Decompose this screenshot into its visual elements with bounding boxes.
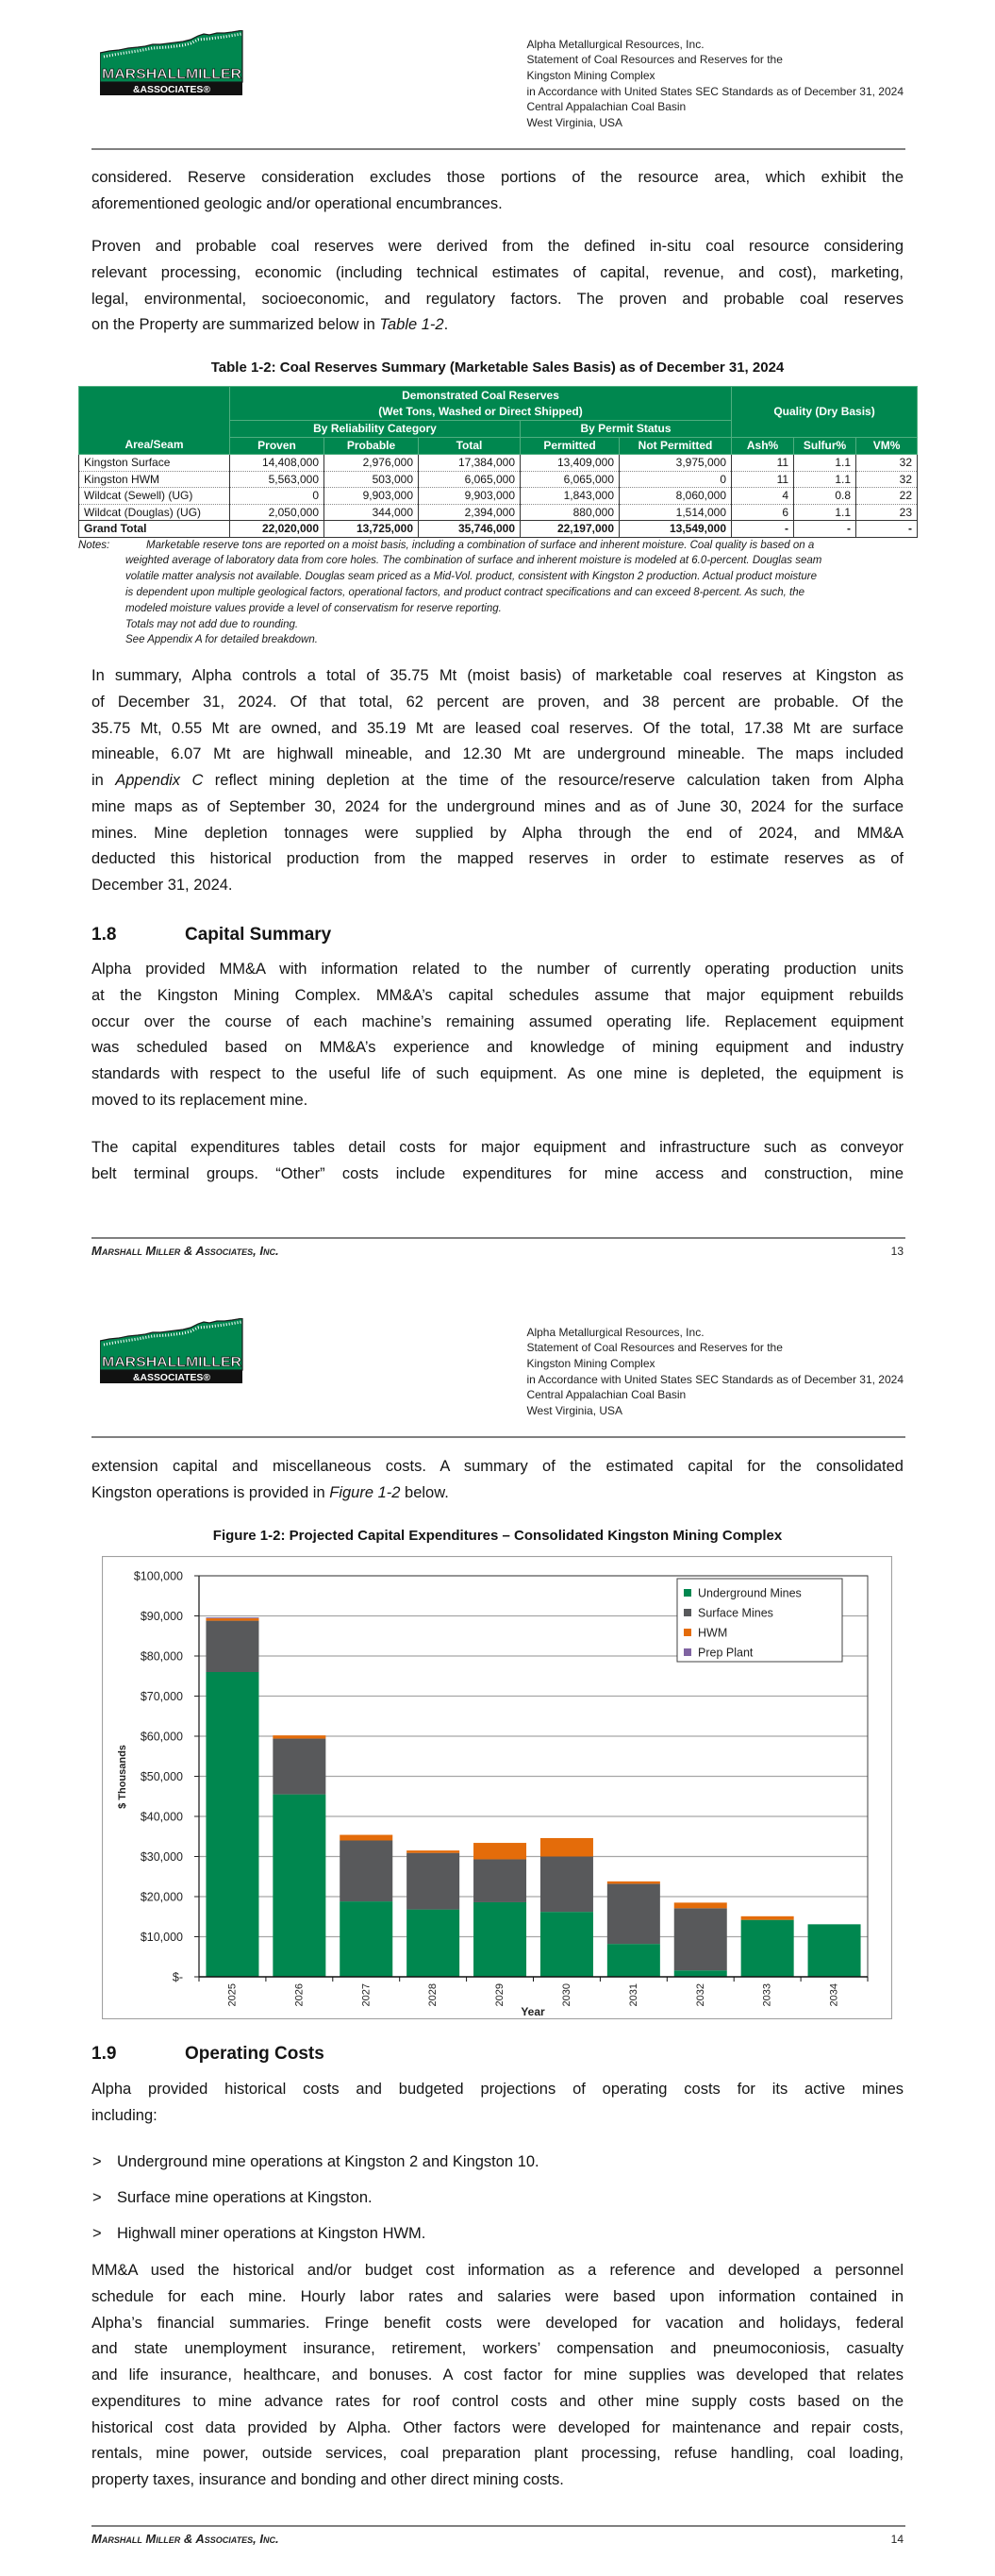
- bar-hwm-2032: [674, 1902, 727, 1908]
- section-number: 1.8: [91, 925, 117, 945]
- text-line: [526, 1403, 904, 1419]
- company-logo: [100, 30, 243, 96]
- bar-underground-mines-2026: [273, 1795, 325, 1977]
- bar-hwm-2025: [206, 1618, 258, 1621]
- bar-surface-mines-2030: [540, 1857, 593, 1913]
- subgroup-header-permit: By Permit Status: [521, 421, 732, 438]
- group-header-quality: Quality (Dry Basis): [732, 387, 918, 438]
- text-line: [91, 1088, 904, 1114]
- bar-surface-mines-2032: [674, 1908, 727, 1970]
- text-line: [91, 957, 904, 983]
- text-run: historical cost data provided by Alpha. Other factors were developed for maintenance and repair costs,: [91, 2418, 904, 2436]
- text-line: [526, 52, 904, 68]
- text-line: [91, 287, 904, 313]
- text-line: [91, 663, 904, 690]
- x-tick-label: 2034: [828, 1983, 840, 2007]
- text-run: relevant processing, economic (including technical estimates of capital, revenue, and cost), marketing,: [91, 263, 904, 281]
- value-cell: 11: [732, 455, 794, 472]
- y-tick-label: $70,000: [140, 1690, 183, 1703]
- paragraph-reserve-summary: [91, 663, 904, 899]
- text-run: MM&A used the historical and/or budget cost information as a reference and developed a personnel: [91, 2262, 904, 2279]
- paragraph-capital-summary-intro: [91, 1454, 904, 1507]
- value-cell: 1,514,000: [620, 504, 732, 521]
- footer-rule: [91, 2525, 905, 2527]
- text-run: Marketable reserve tons are reported on a moist basis, including a combination of surface and inherent moisture. Coal quality is based on a: [146, 539, 815, 551]
- text-run: on the Property are summarized below in: [91, 316, 380, 334]
- text-run: Kingston Mining Complex: [526, 69, 655, 82]
- text-run: In summary, Alpha controls a total of 35.75 Mt (moist basis) of marketable coal reserves at Kingston as: [91, 667, 904, 684]
- table-total-row: [79, 521, 918, 538]
- bar-underground-mines-2027: [340, 1901, 392, 1977]
- text-run: Proven and probable coal reserves were derived from the defined in-situ coal resource considering: [91, 238, 904, 255]
- value-cell: -: [732, 521, 794, 538]
- value-cell: 6: [732, 504, 794, 521]
- text-run: and life insurance, healthcare, and bonuses. A cost factor for mine supplies was developed that relates: [91, 2367, 904, 2384]
- col-header-probable: Probable: [324, 438, 419, 455]
- text-line: [91, 2363, 904, 2389]
- text-run: modeled moisture values provide a level of conservatism for reserve reporting.: [125, 602, 502, 614]
- col-header-vm: VM%: [856, 438, 918, 455]
- text-run: mine maps as of September 30, 2024 for the underground mines and as of June 30, 2024 for the surface: [91, 797, 904, 815]
- x-tick-label: 2031: [627, 1983, 639, 2007]
- text-line: [125, 538, 918, 554]
- text-line: [526, 68, 904, 84]
- text-line: [526, 37, 904, 53]
- text-line: [91, 983, 904, 1010]
- group-header-title: Demonstrated Coal Reserves: [402, 388, 559, 402]
- text-line: [91, 873, 904, 899]
- table-header-row-1: [79, 387, 918, 421]
- text-run: mineable, 6.07 Mt are highwall mineable, and 12.30 Mt are underground mineable. The maps included: [91, 745, 904, 763]
- section-heading-capital-summary: [91, 922, 657, 948]
- bar-surface-mines-2029: [473, 1859, 526, 1901]
- bar-hwm-2028: [406, 1850, 459, 1853]
- text-run: legal, environmental, socioeconomic, and regulatory factors. The proven and probable coal reserves: [91, 290, 904, 308]
- value-cell: 32: [856, 455, 918, 472]
- value-cell: 14,408,000: [230, 455, 324, 472]
- text-run: December 31, 2024.: [91, 877, 233, 894]
- text-run: Kingston operations is provided in: [91, 1483, 330, 1501]
- bar-underground-mines-2028: [406, 1910, 459, 1977]
- text-line: [91, 716, 904, 743]
- text-run: belt terminal groups. “Other” costs include expenditures for mine access and construction, mine: [91, 1164, 904, 1182]
- text-line: [91, 2311, 904, 2337]
- bar-hwm-2030: [540, 1838, 593, 1857]
- bar-hwm-2029: [473, 1843, 526, 1859]
- section-heading-operating-costs: [91, 2041, 657, 2067]
- text-run: below.: [400, 1483, 449, 1501]
- text-run: rentals, mine power, outside services, coal preparation plant processing, refuse handling, coal loading,: [91, 2445, 904, 2463]
- bar-hwm-2027: [340, 1835, 392, 1841]
- text-run: considered. Reserve consideration excludes those portions of the resource area, which exhibit the: [91, 169, 904, 186]
- list-item: [91, 2149, 904, 2176]
- text-line: [91, 2284, 904, 2311]
- value-cell: 5,563,000: [230, 471, 324, 488]
- subgroup-header-reliability: By Reliability Category: [230, 421, 521, 438]
- table-row: [79, 504, 918, 521]
- y-tick-label: $40,000: [140, 1810, 183, 1824]
- text-run: extension capital and miscellaneous costs. A summary of the estimated capital for the consolidated: [91, 1458, 904, 1475]
- area-seam-cell: Kingston Surface: [79, 455, 230, 472]
- y-tick-label: $80,000: [140, 1649, 183, 1664]
- legend-swatch-surface-mines: [684, 1609, 691, 1616]
- x-tick-label: 2028: [427, 1983, 439, 2007]
- legend-label: HWM: [698, 1626, 728, 1640]
- text-run: in Accordance with United States SEC Standards as of December 31, 2024: [526, 84, 904, 98]
- text-line: [91, 846, 904, 873]
- group-header-subtitle: (Wet Tons, Washed or Direct Shipped): [378, 404, 583, 418]
- text-run: The capital expenditures tables detail costs for major equipment and infrastructure such as conveyor: [91, 1139, 904, 1156]
- value-cell: 6,065,000: [419, 471, 521, 488]
- text-run: at the Kingston Mining Complex. MM&A’s capital schedules assume that major equipment rebuilds: [91, 986, 904, 1004]
- report-header: [526, 37, 904, 131]
- text-line: [91, 690, 904, 716]
- value-cell: 22: [856, 488, 918, 505]
- table-title: Table 1-2: Coal Reserves Summary (Marketable Sales Basis) as of December 31, 2024: [210, 360, 785, 376]
- section-title: Operating Costs: [185, 2044, 324, 2064]
- x-axis-title: Year: [521, 2005, 545, 2018]
- text-line: [125, 585, 918, 601]
- text-run: in Accordance with United States SEC Standards as of December 31, 2024: [526, 1372, 904, 1386]
- table-notes: [125, 538, 918, 649]
- text-line: [526, 99, 904, 115]
- text-run: Alpha Metallurgical Resources, Inc.: [526, 1325, 705, 1339]
- col-header-sulfur: Sulfur%: [794, 438, 856, 455]
- value-cell: 35,746,000: [419, 521, 521, 538]
- text-run: Kingston Mining Complex: [526, 1357, 655, 1370]
- legend-label: Prep Plant: [698, 1646, 754, 1660]
- text-line: [526, 1325, 904, 1341]
- bullet-marker: >: [92, 2189, 102, 2206]
- text-line: [91, 768, 904, 795]
- text-line: [91, 165, 904, 192]
- text-line: [91, 1062, 904, 1088]
- x-tick-label: 2032: [694, 1983, 706, 2007]
- list-item-text: Highwall miner operations at Kingston HWM.: [117, 2225, 426, 2242]
- text-run: Central Appalachian Coal Basin: [526, 1388, 687, 1402]
- text-line: [526, 1356, 904, 1372]
- text-line: [91, 234, 904, 260]
- legend-label: Underground Mines: [698, 1586, 802, 1600]
- table-row: [79, 471, 918, 488]
- paragraph-capital-schedules: [91, 957, 904, 1114]
- logo-wordmark: MARSHALLMILLER: [102, 1354, 242, 1370]
- text-run: deducted this historical production from the mapped reserves in order to estimate reserves as of: [91, 850, 904, 868]
- text-line: [91, 1162, 904, 1188]
- value-cell: 344,000: [324, 504, 419, 521]
- notes-label: Notes:: [78, 539, 110, 551]
- x-tick-label: 2029: [494, 1983, 506, 2007]
- legend-swatch-prep-plant: [684, 1648, 691, 1656]
- text-run: 35.75 Mt, 0.55 Mt are owned, and 35.19 Mt are leased coal reserves. Of the total, 17.38 Mt are surface: [91, 719, 904, 737]
- bar-surface-mines-2028: [406, 1853, 459, 1910]
- text-run: schedule for each mine. Hourly labor rates and salaries were based upon information contained in: [91, 2287, 904, 2305]
- value-cell: 22,197,000: [521, 521, 620, 538]
- col-header-not-permitted: Not Permitted: [620, 438, 732, 455]
- text-line: [91, 1010, 904, 1036]
- text-line: [125, 601, 918, 617]
- area-seam-cell: Kingston HWM: [79, 471, 230, 488]
- bar-hwm-2031: [607, 1882, 660, 1884]
- figure-title: Figure 1-2: Projected Capital Expenditures – Consolidated Kingston Mining Complex: [212, 1528, 783, 1544]
- text-line: [125, 632, 918, 648]
- legend-swatch-underground-mines: [684, 1589, 691, 1597]
- logo-associates: &ASSOCIATES®: [133, 1373, 211, 1383]
- value-cell: 13,549,000: [620, 521, 732, 538]
- bar-underground-mines-2032: [674, 1970, 727, 1977]
- y-axis-title: $ Thousands: [117, 1745, 128, 1809]
- col-header-proven: Proven: [230, 438, 324, 455]
- bar-underground-mines-2033: [741, 1920, 794, 1977]
- text-line: [125, 553, 918, 569]
- section-title: Capital Summary: [185, 925, 332, 945]
- text-run: mines. Mine depletion tonnages were supplied by Alpha through the end of 2024, and MM&A: [91, 824, 904, 842]
- value-cell: 22,020,000: [230, 521, 324, 538]
- bullet-marker: >: [92, 2225, 102, 2242]
- y-tick-label: $50,000: [140, 1770, 183, 1783]
- col-header-total: Total: [419, 438, 521, 455]
- footer-company-name: Marshall Miller & Associates, Inc.: [91, 1244, 279, 1258]
- text-run: West Virginia, USA: [526, 1404, 623, 1418]
- value-cell: 9,903,000: [419, 488, 521, 505]
- value-cell: 2,976,000: [324, 455, 419, 472]
- text-run: volatile matter analysis not available. Douglas seam priced as a Mid-Vol. product, consistent with Kingston 2 production. Actual product moisture: [125, 571, 817, 583]
- legend-label: Surface Mines: [698, 1606, 773, 1620]
- bar-hwm-2033: [741, 1916, 794, 1920]
- text-run: weighted average of laboratory data from core holes. The combination of surface and inherent moisture is modeled at 6.0-percent. Douglas seam: [125, 555, 822, 567]
- x-tick-label: 2025: [226, 1983, 239, 2007]
- logo-associates: &ASSOCIATES®: [133, 85, 211, 95]
- table-row: [79, 488, 918, 505]
- text-line: [91, 795, 904, 821]
- paragraph-reserve-consideration: [91, 165, 904, 218]
- col-header-ash: Ash%: [732, 438, 794, 455]
- list-item: [91, 2185, 904, 2212]
- text-line: [526, 1372, 904, 1388]
- value-cell: 0.8: [794, 488, 856, 505]
- value-cell: 13,409,000: [521, 455, 620, 472]
- paragraph-proven-probable: [91, 234, 904, 339]
- bar-surface-mines-2031: [607, 1883, 660, 1944]
- text-run: property taxes, insurance and bonding and other direct mining costs.: [91, 2471, 564, 2488]
- paragraph-operating-cost-method: [91, 2258, 904, 2494]
- text-run: Alpha provided MM&A with information related to the number of currently operating production units: [91, 961, 904, 978]
- bar-surface-mines-2025: [206, 1621, 258, 1672]
- text-line: [91, 312, 904, 339]
- value-cell: 6,065,000: [521, 471, 620, 488]
- page-number: 14: [890, 2533, 904, 2546]
- y-tick-label: $20,000: [140, 1890, 183, 1904]
- col-header-permitted: Permitted: [521, 438, 620, 455]
- value-cell: 0: [620, 471, 732, 488]
- bar-underground-mines-2031: [607, 1944, 660, 1977]
- text-line: [526, 1340, 904, 1356]
- list-item-text: Underground mine operations at Kingston 2 and Kingston 10.: [117, 2153, 539, 2170]
- text-run: West Virginia, USA: [526, 116, 623, 130]
- table-row: [79, 455, 918, 472]
- capex-stacked-bar-chart: [102, 1556, 892, 2019]
- text-line: [91, 2077, 904, 2103]
- value-cell: -: [794, 521, 856, 538]
- bar-underground-mines-2029: [473, 1902, 526, 1977]
- text-line: [125, 617, 918, 633]
- value-cell: 32: [856, 471, 918, 488]
- text-line: [91, 2103, 904, 2130]
- value-cell: 503,000: [324, 471, 419, 488]
- section-number: 1.9: [91, 2044, 117, 2064]
- report-header: [526, 1325, 904, 1419]
- value-cell: 3,975,000: [620, 455, 732, 472]
- value-cell: 8,060,000: [620, 488, 732, 505]
- text-line: [91, 192, 904, 218]
- text-run: including:: [91, 2106, 158, 2124]
- coal-reserves-table: [78, 386, 918, 538]
- text-run: Statement of Coal Resources and Reserves for the: [526, 53, 783, 67]
- text-line: [91, 2467, 904, 2494]
- cross-reference: Figure 1-2: [329, 1483, 401, 1501]
- footer-company-name: Marshall Miller & Associates, Inc.: [91, 2532, 279, 2546]
- text-line: [91, 742, 904, 768]
- company-logo: [100, 1318, 243, 1384]
- page-number: 13: [890, 1245, 904, 1258]
- text-line: [91, 2416, 904, 2442]
- text-run: Alpha provided historical costs and budgeted projections of operating costs for its active mines: [91, 2081, 904, 2098]
- value-cell: 17,384,000: [419, 455, 521, 472]
- paragraph-capital-expenditures: [91, 1135, 904, 1188]
- text-line: [526, 1387, 904, 1403]
- text-line: [91, 260, 904, 287]
- text-line: [526, 84, 904, 100]
- cross-reference: Table 1-2: [379, 316, 444, 334]
- header-rule: [91, 148, 905, 150]
- paragraph-operating-costs-intro: [91, 2077, 904, 2130]
- y-tick-label: $30,000: [140, 1850, 183, 1864]
- y-tick-label: $-: [172, 1970, 183, 1984]
- logo-wordmark: MARSHALLMILLER: [102, 66, 242, 82]
- text-run: standards with respect to the useful life of such equipment. As one mine is depleted, the equipment is: [91, 1065, 904, 1082]
- value-cell: 13,725,000: [324, 521, 419, 538]
- bar-prep-plant-2025: [206, 1617, 258, 1618]
- text-line: [91, 2441, 904, 2467]
- x-tick-label: 2030: [560, 1983, 572, 2007]
- text-run: Central Appalachian Coal Basin: [526, 100, 687, 114]
- area-seam-cell: Grand Total: [79, 521, 230, 538]
- bar-surface-mines-2027: [340, 1841, 392, 1902]
- text-run: aforementioned geologic and/or operational encumbrances.: [91, 194, 503, 212]
- text-run: and state unemployment insurance, retirement, workers’ compensation and pneumoconiosis, casualty: [91, 2340, 904, 2358]
- value-cell: 1,843,000: [521, 488, 620, 505]
- bar-underground-mines-2030: [540, 1912, 593, 1977]
- text-run: .: [443, 316, 449, 334]
- text-run: moved to its replacement mine.: [91, 1091, 308, 1109]
- text-line: [526, 115, 904, 131]
- legend-swatch-hwm: [684, 1629, 691, 1636]
- y-tick-label: $60,000: [140, 1730, 183, 1744]
- text-line: [91, 2389, 904, 2416]
- text-run: of December 31, 2024. Of that total, 62 percent are proven, and 38 percent are probable. Of the: [91, 693, 904, 711]
- text-run: Alpha’s financial summaries. Fringe benefit costs were developed for vacation and holidays, federal: [91, 2314, 904, 2332]
- bar-underground-mines-2025: [206, 1672, 258, 1977]
- text-line: [91, 1035, 904, 1062]
- list-item: [91, 2221, 904, 2248]
- text-line: [91, 2336, 904, 2363]
- bullet-marker: >: [92, 2153, 102, 2170]
- value-cell: 880,000: [521, 504, 620, 521]
- text-line: [91, 1454, 904, 1480]
- footer-rule: [91, 1237, 905, 1239]
- cross-reference: Appendix C: [115, 772, 204, 789]
- text-run: is dependent upon multiple geological factors, operational factors, and product contract specifications and can exceed 8-percent. As such, the: [125, 586, 805, 598]
- value-cell: 1.1: [794, 471, 856, 488]
- value-cell: 4: [732, 488, 794, 505]
- table-body: [79, 455, 918, 538]
- text-line: [91, 1480, 904, 1507]
- text-run: Totals may not add due to rounding.: [125, 618, 299, 630]
- text-line: [91, 821, 904, 847]
- value-cell: 1.1: [794, 504, 856, 521]
- bar-underground-mines-2034: [808, 1924, 861, 1977]
- text-run: Statement of Coal Resources and Reserves for the: [526, 1341, 783, 1355]
- x-tick-label: 2027: [360, 1983, 373, 2007]
- bar-surface-mines-2026: [273, 1739, 325, 1795]
- col-header-area-seam: Area/Seam: [79, 387, 230, 455]
- value-cell: 9,903,000: [324, 488, 419, 505]
- list-item-text: Surface mine operations at Kingston.: [117, 2189, 373, 2206]
- value-cell: 23: [856, 504, 918, 521]
- y-tick-label: $10,000: [140, 1931, 183, 1944]
- text-line: [91, 1135, 904, 1162]
- text-run: was scheduled based on MM&A’s experience and knowledge of mining equipment and industry: [91, 1039, 904, 1057]
- text-run: expenditures to mine advance rates for roof control costs and other mine supply costs based on the: [91, 2392, 904, 2410]
- value-cell: -: [856, 521, 918, 538]
- text-line: [91, 2258, 904, 2284]
- value-cell: 0: [230, 488, 324, 505]
- area-seam-cell: Wildcat (Sewell) (UG): [79, 488, 230, 505]
- value-cell: 2,050,000: [230, 504, 324, 521]
- y-tick-label: $90,000: [140, 1610, 183, 1623]
- value-cell: 2,394,000: [419, 504, 521, 521]
- value-cell: 11: [732, 471, 794, 488]
- text-run: reflect mining depletion at the time of the resource/reserve calculation taken from Alpha: [203, 772, 904, 789]
- group-header-demonstrated-reserves: [230, 387, 732, 421]
- text-run: See Appendix A for detailed breakdown.: [125, 634, 318, 646]
- header-rule: [91, 1436, 905, 1438]
- text-run: occur over the course of each machine’s remaining assumed operating life. Replacement equipment: [91, 1012, 904, 1030]
- y-tick-label: $100,000: [133, 1569, 183, 1583]
- text-run: in: [91, 772, 116, 789]
- x-tick-label: 2026: [293, 1983, 306, 2007]
- area-seam-cell: Wildcat (Douglas) (UG): [79, 504, 230, 521]
- x-tick-label: 2033: [761, 1983, 773, 2007]
- text-line: [125, 569, 918, 585]
- value-cell: 1.1: [794, 455, 856, 472]
- bar-hwm-2026: [273, 1735, 325, 1738]
- text-run: Alpha Metallurgical Resources, Inc.: [526, 37, 705, 51]
